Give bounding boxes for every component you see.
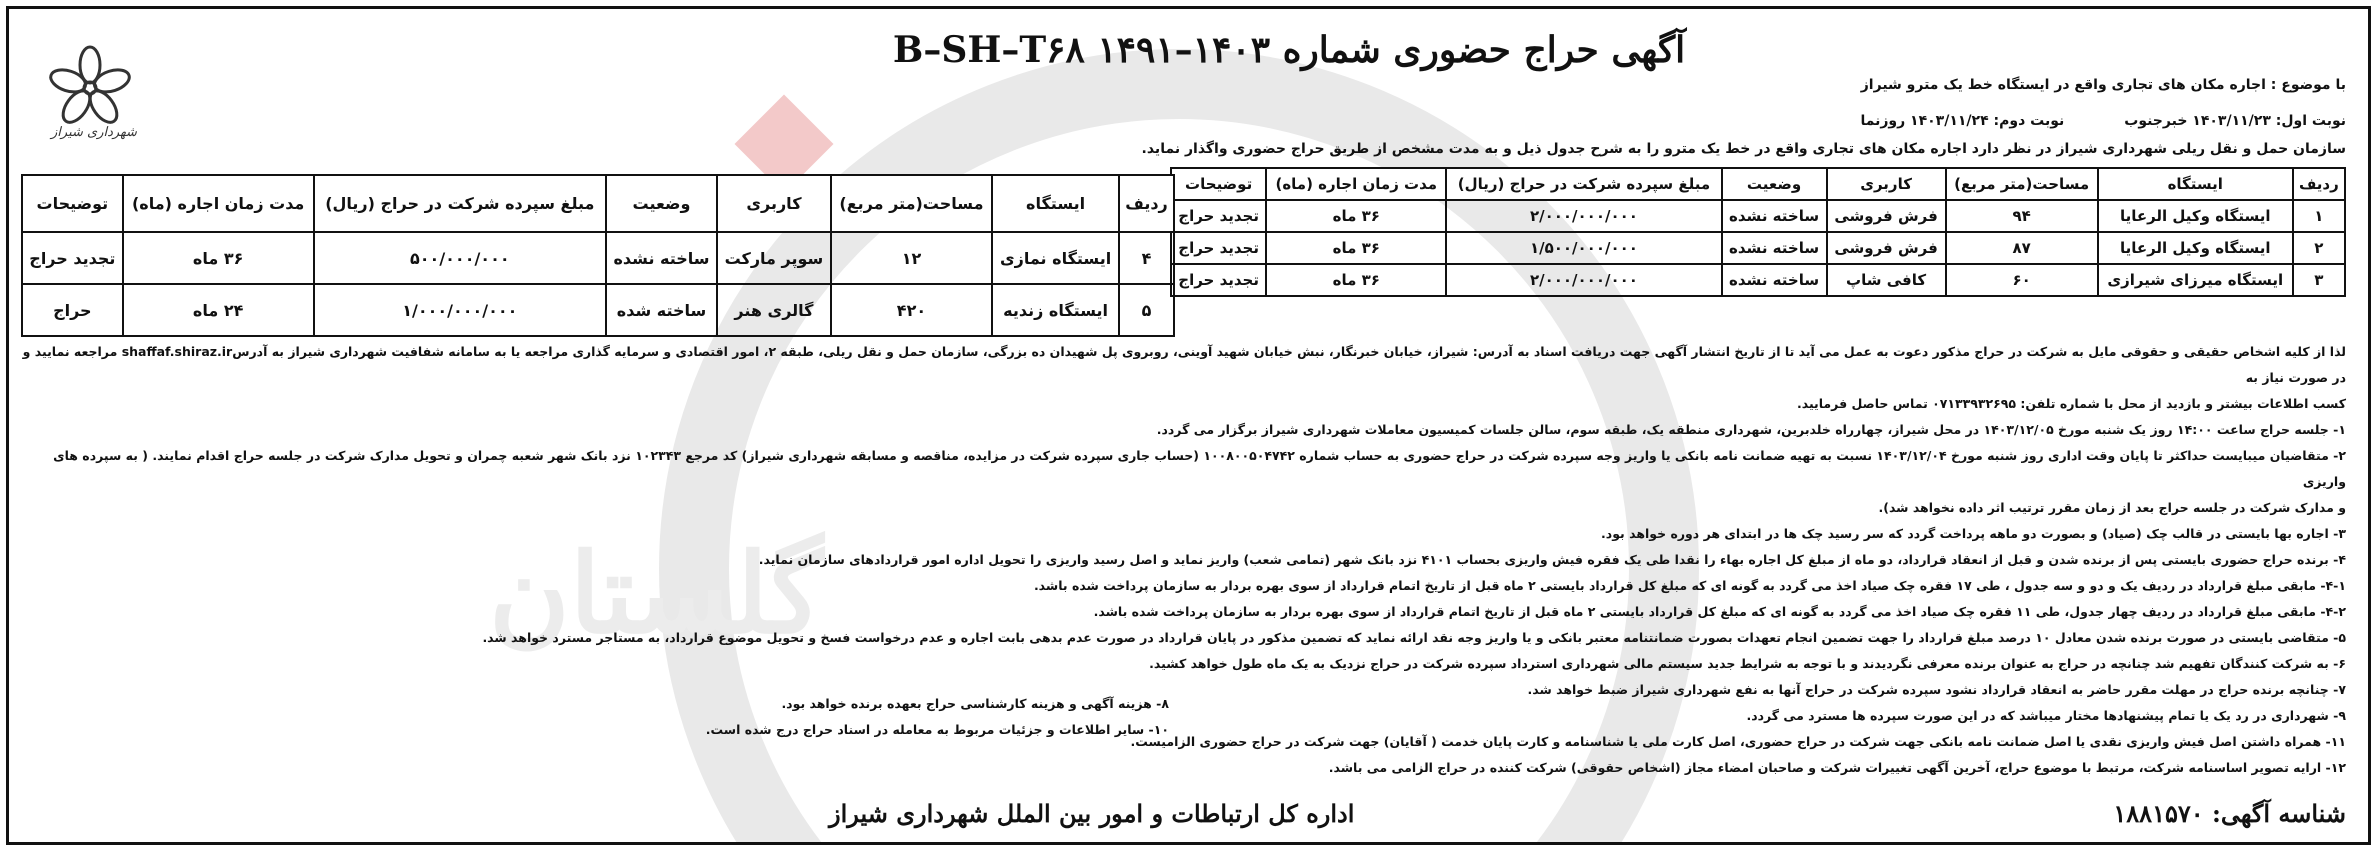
notice-dates (1860, 113, 2346, 129)
subject-line: با موضوع : اجاره مکان های تجاری واقع در ایستگاه خط یک مترو شیراز (1860, 77, 2346, 93)
table-cell: فرش فروشی (1827, 232, 1946, 264)
table-cell: ۲۴ ماه (123, 284, 314, 336)
table-header-row (22, 175, 1174, 232)
table-cell: ۳۶ ماه (123, 232, 314, 284)
column-header: ایستگاه (2098, 168, 2293, 200)
table-cell: ۹۴ (1946, 200, 2098, 232)
table-cell: ۴ (1119, 232, 1174, 284)
table-cell: ۶۰ (1946, 264, 2098, 296)
term-paragraph: کسب اطلاعات بیشتر و بازدید از محل با شماره تلفن: ۰۷۱۳۳۹۳۲۶۹۵ تماس حاصل فرمایید. (1796, 396, 2346, 411)
intro-line: سازمان حمل و نقل ریلی شهرداری شیراز در نظر دارد اجاره مکان های تجاری واقع در خط یک مترو را به شرح جدول ذیل و به مدت مشخص از طریق حراج حضوری واگذار نماید. (1141, 141, 2346, 157)
table-cell: ایستگاه میرزای شیرازی (2098, 264, 2293, 296)
table-cell: ۳ (2293, 264, 2345, 296)
side-note: ۱۰- سایر اطلاعات و جزئیات مربوط به معامله در اسناد حراج درج شده است. (705, 722, 1169, 737)
side-notes (609, 691, 1169, 743)
side-note: ۸- هزینه آگهی و هزینه کارشناسی حراج بعهده برنده خواهد بود. (781, 696, 1169, 711)
table-cell: تجدید حراج (1171, 200, 1266, 232)
term-paragraph: ۹- شهرداری در رد یک یا تمام پیشنهادها مختار میباشد که در این صورت سپرده ها مسترد می گردد. (1746, 708, 2346, 723)
table-cell: ۳۶ ماه (1266, 200, 1446, 232)
table-cell: ۲/۰۰۰/۰۰۰/۰۰۰ (1446, 200, 1721, 232)
table-cell: ایستگاه وکیل الرعایا (2098, 200, 2293, 232)
column-header: کاربری (717, 175, 831, 232)
term-paragraph: و مدارک شرکت در جلسه حراج بعد از زمان مقرر ترتیب اثر داده نخواهد شد). (1878, 500, 2346, 515)
term-paragraph: ۲- متقاضیان میبایست حداکثر تا پایان وقت اداری روز شنبه مورخ ۱۴۰۳/۱۲/۰۴ نسبت به تهیه ضمانت نامه بانکی یا واریز وجه سپرده شرکت در حراج حضوری به حساب شماره ۱۰۰۸۰۰۵۰۴۷۴۲ (حساب جاری سپرده شرکت در مزایده، مناقصه و مسابقه شهرداری شیراز) کد مرجع ۱۰۲۳۴۳ نزد بانک شهر شعبه چمران و تحویل مدارک شرکت در جلسه حراج اقدام نمایند. ( به سپرده های واریزی (53, 448, 2346, 489)
terms-body (16, 339, 2346, 781)
table-row (1171, 200, 2345, 232)
term-paragraph: ۱- جلسه حراج ساعت ۱۴:۰۰ روز یک شنبه مورخ ۱۴۰۳/۱۲/۰۵ در محل شیراز، چهارراه خلدبرین، شهرداری منطقه یک، طبقه سوم، سالن جلسات کمیسیون معاملات شهرداری شیراز برگزار می گردد. (1156, 422, 2346, 437)
second-notice: نوبت دوم: ۱۴۰۳/۱۱/۲۴ روزنما (1860, 113, 2065, 129)
first-notice: نوبت اول: ۱۴۰۳/۱۱/۲۳ خبرجنوب (2124, 113, 2346, 129)
table-cell: ساخته نشده (1722, 200, 1827, 232)
watermark-text: گلستان (489, 529, 824, 658)
table-cell: تجدید حراج (1171, 232, 1266, 264)
column-header: کاربری (1827, 168, 1946, 200)
table-cell: ۵۰۰/۰۰۰/۰۰۰ (314, 232, 606, 284)
table-cell: ۴۲۰ (831, 284, 992, 336)
logo-caption: شهرداری شیراز (51, 125, 137, 140)
organization-name: اداره کل ارتباطات و امور بین الملل شهرداری شیراز (829, 799, 1355, 828)
table-cell: تجدید حراج (22, 232, 123, 284)
term-paragraph: ۶- به شرکت کنندگان تفهیم شد چنانچه در حراج به عنوان برنده معرفی نگردیدند و با توجه به شرایط جدید سیستم مالی شهرداری استرداد سپرده شرکت در حراج نزدیک به یک ماه طول خواهد کشید. (1149, 656, 2346, 671)
table-row (22, 232, 1174, 284)
term-paragraph: ۵- متقاضی بایستی در صورت برنده شدن معادل ۱۰ درصد مبلغ قرارداد را جهت تضمین انجام تعهدات بصورت ضمانتنامه معتبر بانکی و یا واریز وجه نقد ارائه نماید که تضمین مذکور در پایان قرارداد در صورت عدم بدهی بابت اجاره و عدم درخواست فسخ و تحویل موضوع قرارداد، به مستاجر مسترد خواهد شد. (482, 630, 2346, 645)
term-paragraph: ۱۲- ارایه تصویر اساسنامه شرکت، مرتبط با موضوع حراج، آخرین آگهی تغییرات شرکت و صاحبان امضاء مجاز (اشخاص حقوقی) شرکت کننده در حراج الزامی می باشد. (1328, 760, 2346, 775)
table-cell: ایستگاه وکیل الرعایا (2098, 232, 2293, 264)
term-paragraph: ۱۱- همراه داشتن اصل فیش واریزی نقدی یا اصل ضمانت نامه بانکی جهت شرکت در حراج حضوری، اصل کارت ملی یا شناسنامه و کارت پایان خدمت ( آقایان) جهت شرکت در حراج حضوری الزامیست. (1130, 734, 2346, 749)
column-header: وضعیت (606, 175, 717, 232)
column-header: توضیحات (1171, 168, 1266, 200)
term-paragraph: ۷- چنانچه برنده حراج در مهلت مقرر حاضر به انعقاد قرارداد نشود سپرده شرکت در حراج آنها به نفع شهرداری شیراز ضبط خواهد شد. (1527, 682, 2346, 697)
table-cell: ساخته نشده (606, 232, 717, 284)
column-header: مدت زمان اجاره (ماه) (1266, 168, 1446, 200)
page-title: آگهی حراج حضوری شماره B–SH–T۶۸ ۱۴۹۱–۱۴۰۳ (892, 29, 1686, 71)
table-cell: ایستگاه نمازی (992, 232, 1119, 284)
column-header: مبلغ سپرده شرکت در حراج (ریال) (314, 175, 606, 232)
ad-id: شناسه آگهی: ۱۸۸۱۵۷۰ (2113, 799, 2346, 828)
table-cell: ۱/۵۰۰/۰۰۰/۰۰۰ (1446, 232, 1721, 264)
term-paragraph: ۴- برنده حراج حضوری بایستی پس از برنده شدن و قبل از انعقاد قرارداد، دو ماه از مبلغ کل اجاره بهاء را نقدا طی یک فقره فیش واریزی بحساب ۴۱۰۱ نزد بانک شهر (تمامی شعب) واریز نماید و اصل رسید واریزی را تحویل اداره امور قراردادهای سازمان نماید. (758, 552, 2346, 567)
column-header: ردیف (2293, 168, 2345, 200)
table-cell: تجدید حراج (1171, 264, 1266, 296)
table-cell: ۲/۰۰۰/۰۰۰/۰۰۰ (1446, 264, 1721, 296)
table-cell: ۳۶ ماه (1266, 264, 1446, 296)
table-cell: ساخته نشده (1722, 264, 1827, 296)
column-header: وضعیت (1722, 168, 1827, 200)
table-cell: ۲ (2293, 232, 2345, 264)
notice-frame (6, 6, 2371, 845)
table-cell: ۵ (1119, 284, 1174, 336)
table-cell: سوپر مارکت (717, 232, 831, 284)
column-header: توضیحات (22, 175, 123, 232)
term-paragraph: ۴-۲- مابقی مبلغ قرارداد در ردیف چهار جدول، طی ۱۱ فقره چک صیاد اخذ می گردد به گونه ای که مبلغ کل قرارداد بایستی ۲ ماه قبل از تاریخ اتمام قرارداد از سوی بهره بردار به سازمان پرداخت شده باشد. (1093, 604, 2346, 619)
table-cell: ایستگاه زندیه (992, 284, 1119, 336)
table-cell: حراج (22, 284, 123, 336)
column-header: ایستگاه (992, 175, 1119, 232)
table-cell: کافی شاپ (1827, 264, 1946, 296)
auction-table-right (1170, 167, 2346, 297)
table-header-row (1171, 168, 2345, 200)
column-header: مدت زمان اجاره (ماه) (123, 175, 314, 232)
column-header: مبلغ سپرده شرکت در حراج (ریال) (1446, 168, 1721, 200)
term-paragraph: لذا از کلیه اشخاص حقیقی و حقوقی مایل به شرکت در حراج مذکور دعوت به عمل می آید تا از تاریخ انتشار آگهی جهت دریافت اسناد به آدرس: شیراز، خیابان خبرنگار، نبش خیابان شهید آوینی، روبروی پل شهیدان ده بزرگی، سازمان حمل و نقل ریلی، طبقه ۲، امور اقتصادی و سرمایه گذاری مراجعه یا به سامانه شفافیت شهرداری شیراز به آدرسshaffaf.shiraz.ir مراجعه نمایید و در صورت نیاز به (22, 344, 2346, 385)
table-cell: ۳۶ ماه (1266, 232, 1446, 264)
table-cell: ۱ (2293, 200, 2345, 232)
column-header: مساحت(متر مربع) (831, 175, 992, 232)
table-cell: گالری هنر (717, 284, 831, 336)
table-row (1171, 232, 2345, 264)
table-row (22, 284, 1174, 336)
table-cell: ۸۷ (1946, 232, 2098, 264)
table-cell: ۱۲ (831, 232, 992, 284)
table-cell: ۱/۰۰۰/۰۰۰/۰۰۰ (314, 284, 606, 336)
column-header: مساحت(متر مربع) (1946, 168, 2098, 200)
auction-table-left (21, 174, 1175, 337)
table-cell: ساخته نشده (1722, 232, 1827, 264)
term-paragraph: ۴-۱- مابقی مبلغ قرارداد در ردیف یک و دو و سه جدول ، طی ۱۷ فقره چک صیاد اخذ می گردد به گونه ای که مبلغ کل قرارداد بایستی ۲ ماه قبل از تاریخ اتمام قرارداد از سوی بهره بردار به سازمان پرداخت شده باشد. (1033, 578, 2346, 593)
term-paragraph: ۳- اجاره بها بایستی در قالب چک (صیاد) و بصورت دو ماهه پرداخت گردد که سر رسید چک ها در ابتدای هر دوره خواهد بود. (1601, 526, 2346, 541)
table-cell: ساخته شده (606, 284, 717, 336)
column-header: ردیف (1119, 175, 1174, 232)
table-cell: فرش فروشی (1827, 200, 1946, 232)
table-row (1171, 264, 2345, 296)
